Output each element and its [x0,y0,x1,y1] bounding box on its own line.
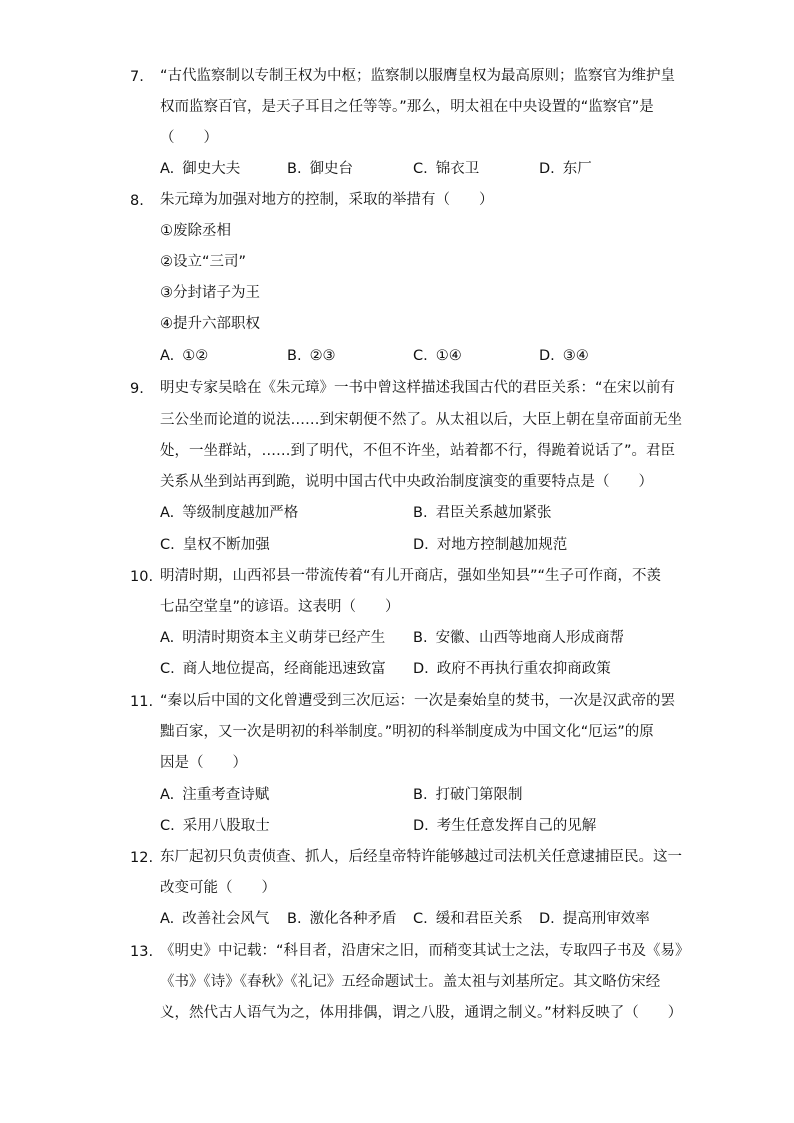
statement-2: ②设立“三司” [160,254,247,270]
answer-blank: （ ） [160,130,218,146]
question-text-line: 权而监察百官，是天子耳目之任等等。”那么，明太祖在中央设置的“监察官”是 [160,99,654,115]
option-b: B. 君臣关系越加紧张 [413,505,552,521]
question-number: 13. [130,944,154,960]
question-text-line: “古代监察制以专制王权为中枢；监察制以服膺皇权为最高原则；监察官为维护皇 [160,68,676,84]
question-text-line: 黜百家，又一次是明初的科举制度。”明初的科举制度成为中国文化“厄运”的原 [160,724,654,740]
question-number: 10. [130,569,154,585]
question-text-line: 朱元璋为加强对地方的控制，采取的举措有（ ） [160,192,494,208]
option-a: A. 御史大夫 [160,161,241,177]
option-d: D. 提高刑审效率 [539,911,650,927]
question-text-line: 义，然代古人语气为之，体用排偶，谓之八股，通谓之制义。”材料反映了（ ） [160,1005,683,1021]
option-c: C. 采用八股取士 [160,818,270,834]
question-text-line: 处，一坐群站，……到了明代，不但不许坐，站着都不行，得跪着说话了”。君臣 [160,443,676,459]
question-text-line: 因是（ ） [160,755,247,771]
question-text-line: 东厂起初只负责侦查、抓人，后经皇帝特许能够越过司法机关任意逮捕臣民。这一 [160,849,682,865]
option-c: C. 锦衣卫 [413,161,480,177]
option-c: C. 商人地位提高，经商能迅速致富 [160,661,386,677]
question-text-line: “秦以后中国的文化曾遭受到三次厄运：一次是秦始皇的焚书，一次是汉武帝的罢 [160,693,676,709]
question-text-line: 《书》《诗》《春秋》《礼记》五经命题试士。盖太祖与刘基所定。其文略仿宋经 [160,974,661,990]
question-text-line: 《明史》中记载：“科目者，沿唐宋之旧，而稍变其试士之法，专取四子书及《易》 [160,943,690,959]
question-text-line: 三公坐而论道的说法……到宋朝便不然了。从太祖以后，大臣上朝在皇帝面前无坐 [160,412,682,428]
question-number: 8. [130,193,144,209]
option-b: B. ②③ [287,348,336,364]
option-b: B. 安徽、山西等地商人形成商帮 [413,630,625,646]
question-number: 9. [130,381,144,397]
option-b: B. 御史台 [287,161,354,177]
option-b: B. 打破门第限制 [413,787,523,803]
statement-1: ①废除丞相 [160,223,231,239]
option-a: A. ①② [160,348,209,364]
question-text-line: 改变可能（ ） [160,880,276,896]
option-d: D. 东厂 [539,161,592,177]
option-a: A. 等级制度越加严格 [160,505,299,521]
statement-4: ④提升六部职权 [160,316,260,332]
option-d: D. ③④ [539,348,589,364]
option-d: D. 对地方控制越加规范 [413,537,568,553]
option-b: B. 激化各种矛盾 [287,911,397,927]
question-text-line: 七品空堂皇”的谚语。这表明（ ） [160,599,400,615]
option-d: D. 政府不再执行重农抑商政策 [413,661,611,677]
question-text-line: 明清时期，山西祁县一带流传着“有儿开商店，强如坐知县”“生子可作商，不羡 [160,568,662,584]
option-c: C. 皇权不断加强 [160,537,270,553]
question-number: 7. [130,69,144,85]
question-text-line: 明史专家吴晗在《朱元璋》一书中曾这样描述我国古代的君臣关系：“在宋以前有 [160,380,676,396]
option-a: A. 注重考查诗赋 [160,787,270,803]
option-a: A. 改善社会风气 [160,911,270,927]
option-d: D. 考生任意发挥自己的见解 [413,818,597,834]
statement-3: ③分封诸子为王 [160,285,260,301]
question-number: 12. [130,850,154,866]
option-a: A. 明清时期资本主义萌芽已经产生 [160,630,386,646]
question-text-line: 关系从坐到站再到跪，说明中国古代中央政治制度演变的重要特点是（ ） [160,474,653,490]
option-c: C. 缓和君臣关系 [413,911,523,927]
question-number: 11. [130,694,154,710]
option-c: C. ①④ [413,348,462,364]
